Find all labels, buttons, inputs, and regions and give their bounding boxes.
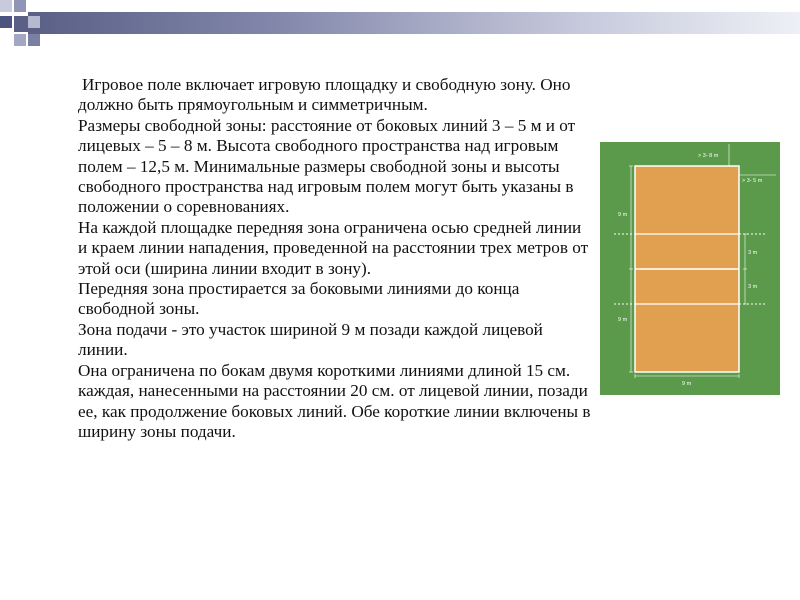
volleyball-court-diagram xyxy=(600,142,780,395)
title-band xyxy=(28,12,800,34)
paragraph-service-zone-limits: Она ограничена по бокам двумя короткими линиями длиной 15 см. каждая, нанесенными на расстоянии 20 см. от лицевой линии, позади ее, как продолжение боковых линий. Обе короткие линии включены в ширину зоны подачи. xyxy=(78,360,591,441)
decor-square xyxy=(14,34,26,46)
paragraph-playing-field: Игровое поле включает игровую площадку и свободную зону. Оно должно быть прямоугольным и симметричным. xyxy=(78,75,571,115)
decor-square xyxy=(28,16,40,28)
paragraph-service-zone: Зона подачи - это участок шириной 9 м позади каждой лицевой линии. xyxy=(78,319,543,360)
decor-square xyxy=(28,34,40,46)
label-attack-top: 3 m xyxy=(748,250,758,256)
label-half-bottom: 9 m xyxy=(618,317,628,323)
label-side-zone: > 3- 5 m xyxy=(742,178,763,184)
label-end-zone: > 3- 8 m xyxy=(698,153,719,159)
decor-square xyxy=(14,16,28,32)
paragraph-free-zone: Размеры свободной зоны: расстояние от боковых линий 3 – 5 м и от лицевых – 5 – 8 м. Высота свободного пространства над игровым полем – 12,5 м. Минимальные размеры свободной зоны и высоты свободного пространства над игровым полем могут быть указаны в положении о соревнованиях. xyxy=(78,115,576,217)
decor-square xyxy=(14,0,26,12)
label-half-top: 9 m xyxy=(618,212,628,218)
decor-square xyxy=(0,0,12,12)
label-attack-bottom: 3 m xyxy=(748,284,758,290)
label-width: 9 m xyxy=(682,381,692,387)
slide-decoration xyxy=(0,0,800,52)
paragraph-front-zone-extension: Передняя зона простирается за боковыми линиями до конца свободной зоны. xyxy=(78,279,520,319)
body-text xyxy=(78,75,593,442)
decor-square xyxy=(0,16,12,28)
paragraph-front-zone: На каждой площадке передняя зона ограничена осью средней линии и краем линии нападения, проведенной на расстоянии трех метров от этой оси (ширина линии входит в зону). xyxy=(78,217,589,278)
